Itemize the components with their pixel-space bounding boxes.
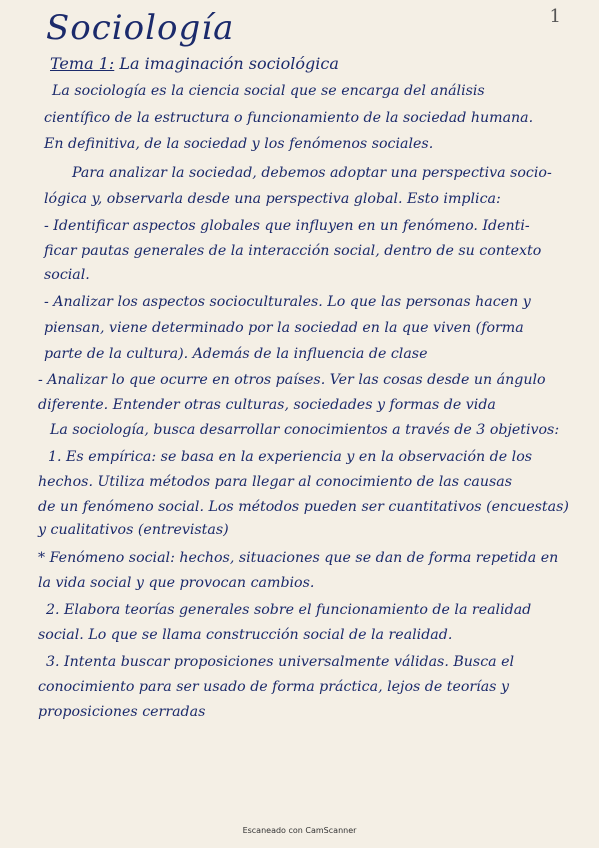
text-line: - Analizar lo que ocurre en otros países. Ver las cosas desde un ángulo — [38, 372, 546, 388]
text-line: 1. Es empírica: se basa en la experiencia y en la observación de los — [48, 449, 533, 465]
text-line: piensan, viene determinado por la sociedad en la que viven (forma — [44, 320, 524, 336]
text-line: hechos. Utiliza métodos para llegar al conocimiento de las causas — [38, 474, 513, 490]
text-line: - Identificar aspectos globales que influyen en un fenómeno. Identi- — [44, 218, 530, 234]
text-line: * Fenómeno social: hechos, situaciones que se dan de forma repetida en — [38, 550, 559, 566]
text-line: 3. Intenta buscar proposiciones universalmente válidas. Busca el — [46, 654, 515, 670]
text-line: 2. Elabora teorías generales sobre el funcionamiento de la realidad — [46, 602, 532, 618]
text-line: conocimiento para ser usado de forma práctica, lejos de teorías y — [38, 679, 509, 695]
text-line: social. — [44, 267, 90, 283]
text-line: Para analizar la sociedad, debemos adoptar una perspectiva socio- — [72, 165, 552, 181]
text-line: La sociología, busca desarrollar conocimientos a través de 3 objetivos: — [50, 422, 560, 438]
text-line: lógica y, observarla desde una perspectiva global. Esto implica: — [44, 191, 501, 207]
text-line: proposiciones cerradas — [38, 704, 206, 720]
page-number: 1 — [549, 6, 561, 27]
text-line: ficar pautas generales de la interacción social, dentro de su contexto — [44, 243, 542, 259]
text-line: - Analizar los aspectos socioculturales. Lo que las personas hacen y — [44, 294, 531, 310]
text-line: y cualitativos (entrevistas) — [38, 522, 229, 538]
page-title: Sociología — [46, 8, 235, 48]
text-line: de un fenómeno social. Los métodos pueden ser cuantitativos (encuestas) — [38, 499, 569, 515]
text-line: La sociología es la ciencia social que se encarga del análisis — [52, 83, 485, 99]
section-heading-text: La imaginación sociológica — [119, 54, 339, 73]
text-line: parte de la cultura). Además de la influencia de clase — [44, 346, 428, 362]
section-heading — [50, 54, 339, 73]
text-line: En definitiva, de la sociedad y los fenómenos sociales. — [44, 136, 434, 152]
text-line: social. Lo que se llama construcción social de la realidad. — [38, 627, 453, 643]
scanner-watermark: Escaneado con CamScanner — [242, 826, 357, 835]
text-line: la vida social y que provocan cambios. — [38, 575, 315, 591]
text-line: científico de la estructura o funcionamiento de la sociedad humana. — [44, 110, 534, 126]
text-line: diferente. Entender otras culturas, sociedades y formas de vida — [38, 397, 496, 413]
section-heading-label: Tema 1: — [50, 54, 115, 73]
